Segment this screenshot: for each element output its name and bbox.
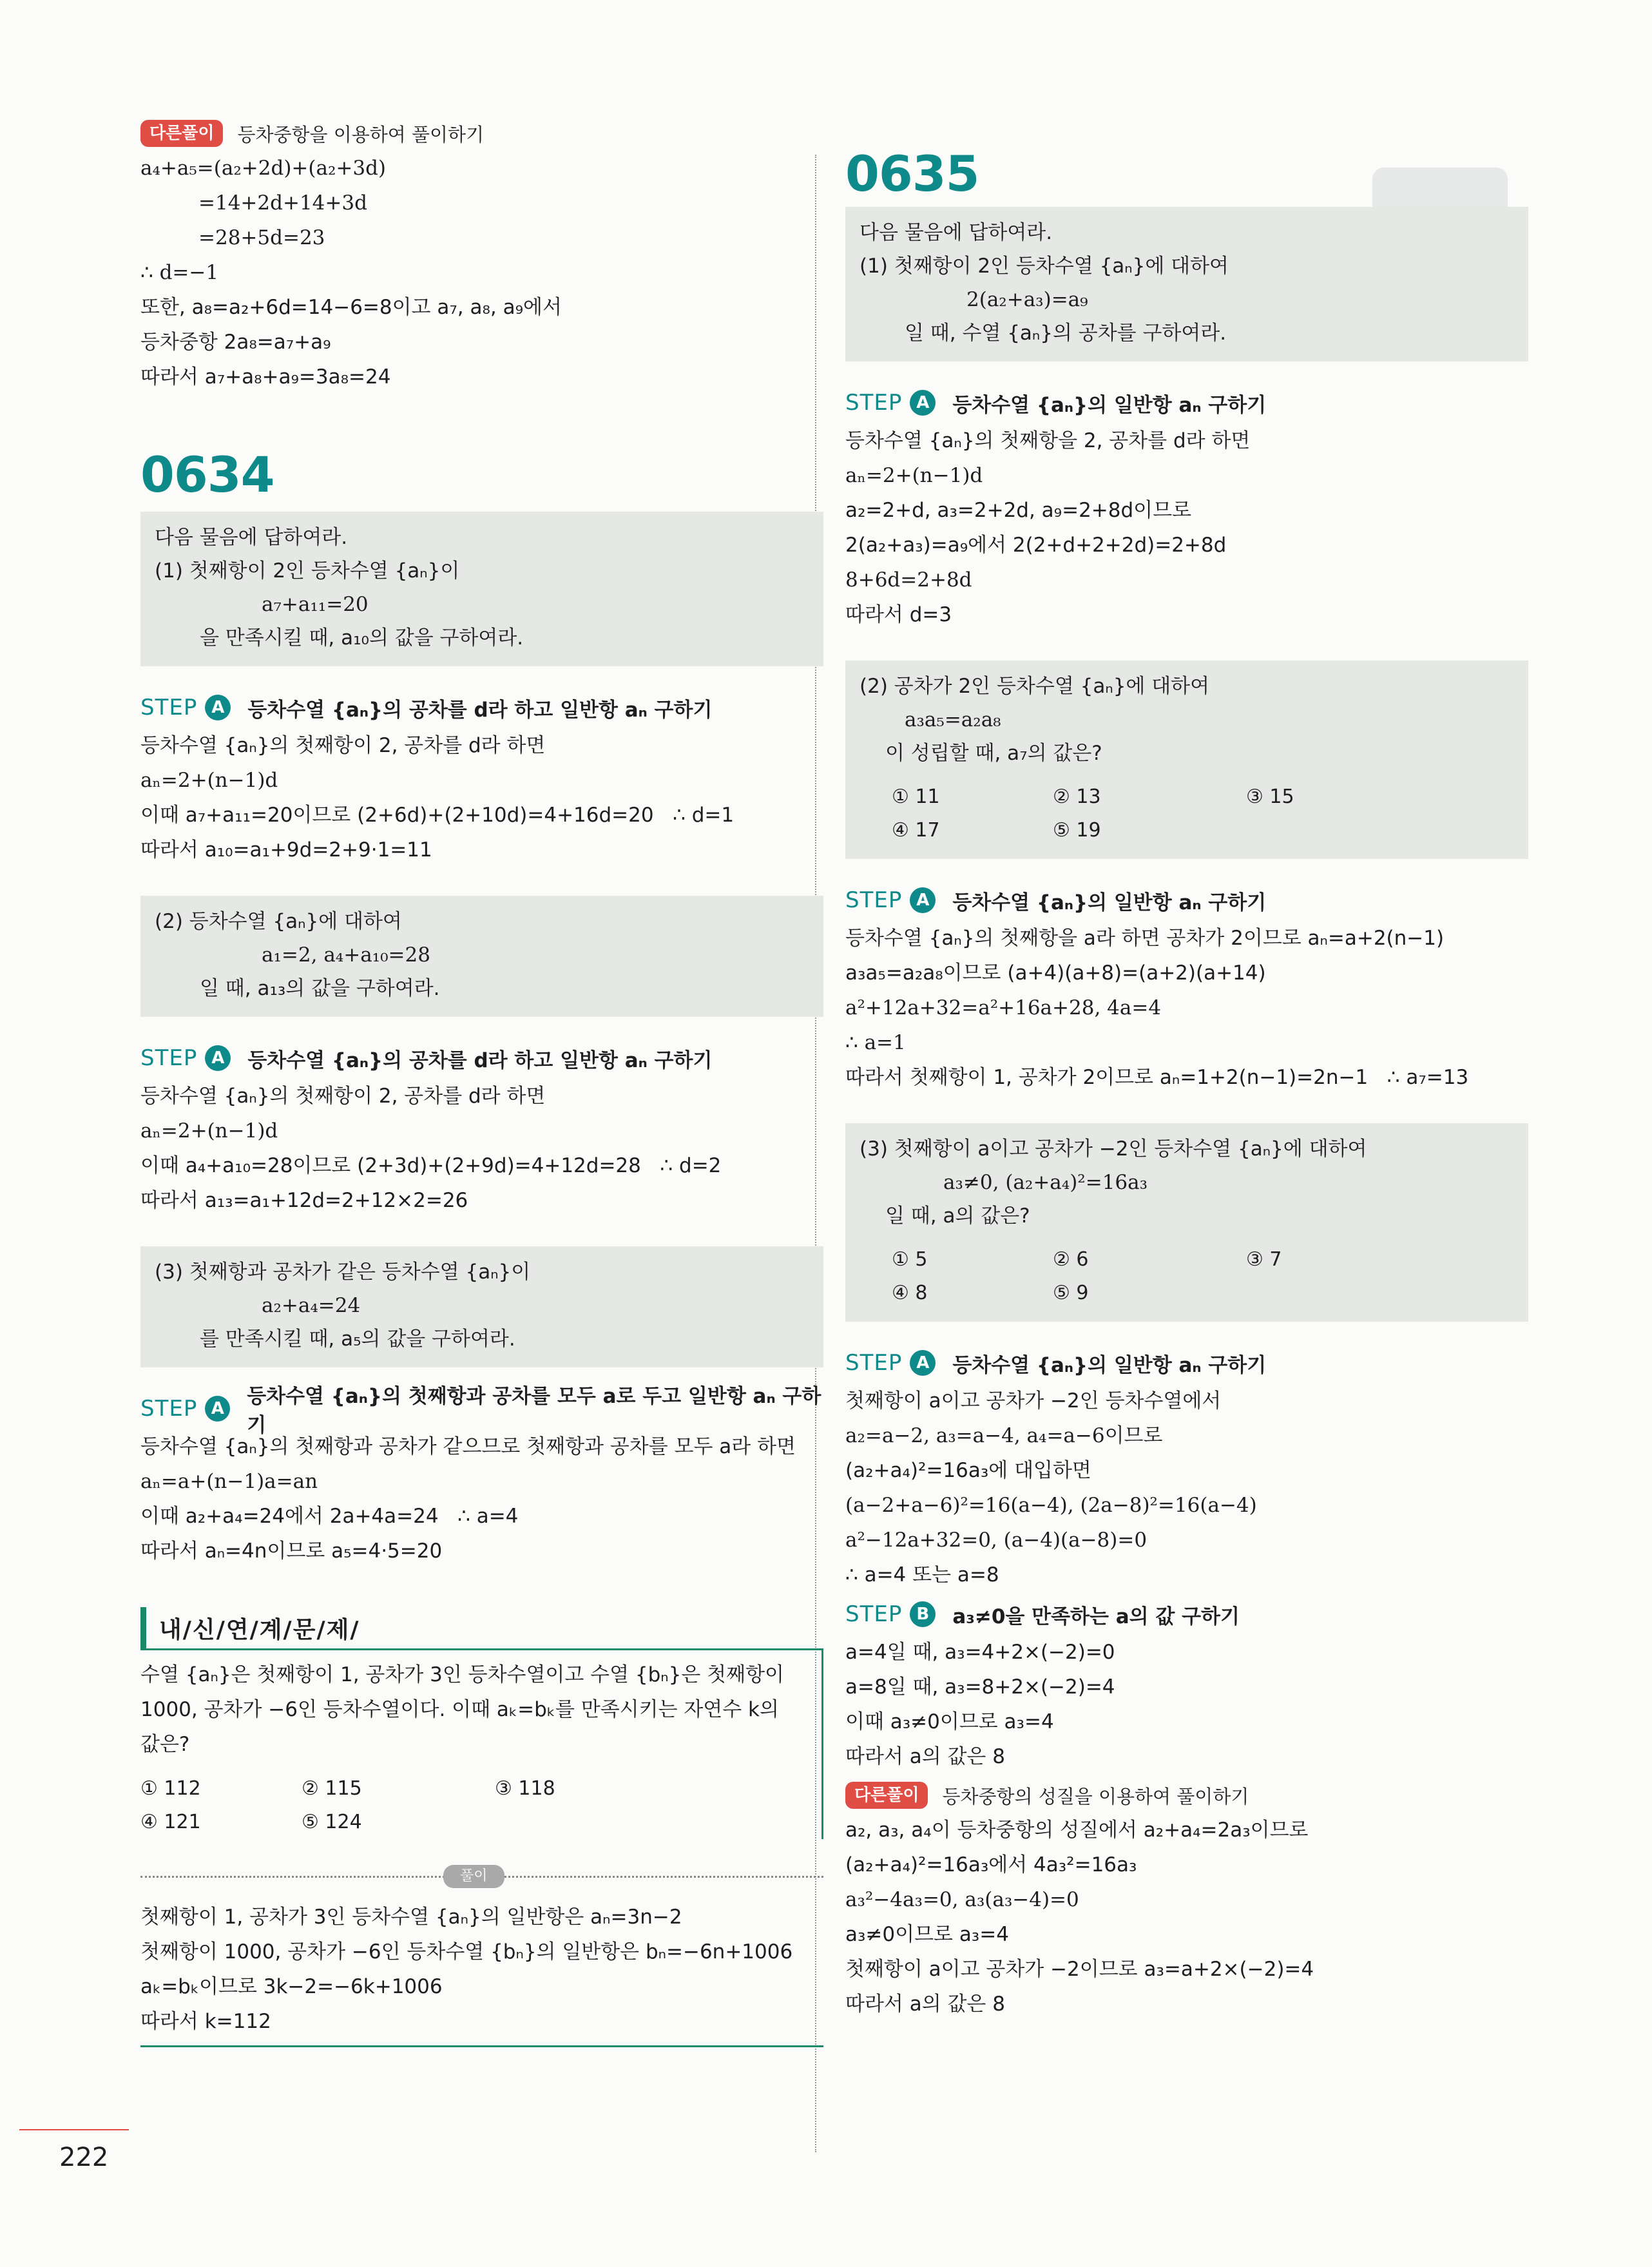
step-label: STEP [140,695,198,720]
solution-line: 따라서 aₙ=4n이므로 a₅=4·5=20 [140,1539,443,1563]
solution-line: 첫째항이 1, 공차가 3인 등차수열 {aₙ}의 일반항은 aₙ=3n−2 [140,1905,682,1929]
related-problem-heading [140,1607,823,1650]
question-line: 다음 물음에 답하여라. [860,221,1053,244]
step-header [845,882,1528,918]
alt-line: 첫째항이 a이고 공차가 −2이므로 a₃=a+2×(−2)=4 [845,1958,1314,1981]
solution-line: aₙ=2+(n−1)d [140,1119,278,1143]
choice: ① 5 [892,1248,928,1271]
step-mark: A [910,887,936,913]
related-solution [140,1900,823,2047]
solution-line: 따라서 a₁₃=a₁+12d=2+12×2=26 [140,1189,468,1212]
alt-line: a₂, a₃, a₄이 등차중항의 성질에서 a₂+a₄=2a₃이므로 [845,1818,1309,1842]
question-line: 일 때, a의 값은? [885,1204,1030,1228]
choice: ③ 118 [495,1777,555,1800]
question-line: 일 때, a₁₃의 값을 구하여라. [200,977,440,1000]
step-mark: A [205,1396,230,1422]
choice: ④ 121 [140,1811,201,1833]
step-title: 등차수열 {aₙ}의 공차를 d라 하고 일반항 aₙ 구하기 [247,698,713,722]
solution-label: 풀이 [443,1865,504,1888]
solution-divider [140,1864,823,1889]
question-line: (2) 공차가 2인 등차수열 {aₙ}에 대하여 [860,675,1210,698]
question-line: a₃a₅=a₂a₈ [905,708,1001,731]
choice: ② 13 [1053,786,1101,808]
step-mark: B [910,1601,936,1627]
answer-choices [140,1772,821,1839]
question-line: 1000, 공차가 −6인 등차수열이다. 이때 aₖ=bₖ를 만족시키는 자연수 k의 [140,1698,779,1721]
alt-line: 등차중항 2a₈=a₇+a₉ [140,331,331,354]
choice: ③ 7 [1246,1248,1282,1271]
step-title: 등차수열 {aₙ}의 첫째항과 공차를 모두 a로 두고 일반항 aₙ 구하기 [247,1385,821,1437]
solution-line: aₙ=a+(n−1)a=an [140,1470,318,1493]
step-label: STEP [140,1045,198,1071]
alt-line: =14+2d+14+3d [198,191,367,215]
solution-line: 따라서 첫째항이 1, 공차가 2이므로 aₙ=1+2(n−1)=2n−1 ∴ a₇=13 [845,1066,1469,1089]
answer-choices [892,780,1513,847]
solution-line: a=8일 때, a₃=8+2×(−2)=4 [845,1675,1115,1699]
solution-line: a²−12a+32=0, (a−4)(a−8)=0 [845,1529,1148,1552]
solution-line: 등차수열 {aₙ}의 첫째항이 2, 공차를 d라 하면 [140,1085,546,1108]
step-header [140,690,823,726]
alt-solution-title: 등차중항의 성질을 이용하여 풀이하기 [942,1785,1249,1808]
left-column [140,116,823,2047]
solution-line: 이때 a₂+a₄=24에서 2a+4a=24 ∴ a=4 [140,1505,519,1528]
choice: ② 6 [1053,1248,1089,1271]
solution-line: a=4일 때, a₃=4+2×(−2)=0 [845,1641,1115,1664]
solution-line: 따라서 a₁₀=a₁+9d=2+9·1=11 [140,838,432,862]
question-line: 값은? [140,1733,190,1756]
step-header [845,1345,1528,1381]
solution-line: ∴ a=1 [845,1031,906,1054]
step-title: 등차수열 {aₙ}의 공차를 d라 하고 일반항 aₙ 구하기 [247,1048,713,1072]
step-title: 등차수열 {aₙ}의 일반항 aₙ 구하기 [952,891,1267,914]
solution-line: a₂=a−2, a₃=a−4, a₄=a−6이므로 [845,1424,1163,1447]
question-box [140,896,823,1017]
alt-line: (a₂+a₄)²=16a₃에서 4a₃²=16a₃ [845,1853,1137,1876]
step-mark: A [910,390,936,416]
solution-line: 이때 a₄+a₁₀=28이므로 (2+3d)+(2+9d)=4+12d=28 ∴ d=2 [140,1154,722,1177]
choice: ③ 15 [1246,786,1294,808]
solution-line: ∴ a=4 또는 a=8 [845,1563,999,1587]
alt-line: a₃²−4a₃=0, a₃(a₃−4)=0 [845,1888,1079,1911]
alt-line: 따라서 a의 값은 8 [845,1992,1005,2016]
step-mark: A [205,1045,231,1071]
choice: ② 115 [302,1777,362,1800]
step-header [845,1596,1528,1632]
page-number: 222 [59,2143,109,2172]
solution-line: aₙ=2+(n−1)d [845,464,983,487]
solution-line: a₃a₅=a₂a₈이므로 (a+4)(a+8)=(a+2)(a+14) [845,961,1266,985]
question-box [140,512,823,666]
question-box [845,207,1528,362]
alt-line: a₄+a₅=(a₂+2d)+(a₂+3d) [140,157,387,180]
choice: ⑤ 124 [302,1811,362,1833]
step-label: STEP [845,887,903,913]
solution-line: 등차수열 {aₙ}의 첫째항이 2, 공차를 d라 하면 [140,734,546,757]
question-line: a₂+a₄=24 [262,1294,361,1317]
solution-line: 등차수열 {aₙ}의 첫째항과 공차가 같으므로 첫째항과 공차를 모두 a라 하면 [140,1435,796,1458]
question-line: 이 성립할 때, a₇의 값은? [885,742,1102,765]
step-header [140,1385,823,1437]
choice: ① 11 [892,786,940,808]
solution-line: 따라서 k=112 [140,2010,271,2033]
solution-line: 첫째항이 a이고 공차가 −2인 등차수열에서 [845,1389,1222,1413]
alt-line: ∴ d=−1 [140,261,219,284]
question-line: (1) 첫째항이 2인 등차수열 {aₙ}이 [155,559,460,583]
solution-line: 첫째항이 1000, 공차가 −6인 등차수열 {bₙ}의 일반항은 bₙ=−6n+1006 [140,1940,793,1963]
solution-line: 이때 a₃≠0이므로 a₃=4 [845,1710,1054,1733]
step-title: 등차수열 {aₙ}의 일반항 aₙ 구하기 [952,393,1267,417]
solution-line: 이때 a₇+a₁₁=20이므로 (2+6d)+(2+10d)=4+16d=20 ∴ d=1 [140,804,735,827]
choice: ④ 17 [892,819,940,842]
step-title: a₃≠0을 만족하는 a의 값 구하기 [952,1605,1240,1628]
question-line: (1) 첫째항이 2인 등차수열 {aₙ}에 대하여 [860,255,1229,278]
step-label: STEP [845,1601,903,1627]
solution-line: a²+12a+32=a²+16a+28, 4a=4 [845,996,1162,1019]
solution-line: aₖ=bₖ이므로 3k−2=−6k+1006 [140,1975,443,1998]
problem-number: 0635 [845,145,979,202]
question-line: (2) 등차수열 {aₙ}에 대하여 [155,910,402,933]
step-header [845,385,1528,421]
step-header [140,1040,823,1076]
step-label: STEP [845,390,903,416]
choice: ⑤ 9 [1053,1282,1089,1304]
related-problem-title: 내/신/연/계/문/제/ [159,1616,360,1643]
choice: ① 112 [140,1777,201,1800]
solution-line: 등차수열 {aₙ}의 첫째항을 2, 공차를 d라 하면 [845,429,1251,452]
solution-line: (a₂+a₄)²=16a₃에 대입하면 [845,1459,1091,1482]
step-mark: A [910,1350,936,1376]
question-box [140,1246,823,1367]
problem-number: 0634 [140,446,274,503]
step-mark: A [205,695,231,720]
solution-line: a₂=2+d, a₃=2+2d, a₉=2+8d이므로 [845,499,1192,522]
alt-solution-badge: 다른풀이 [140,120,223,147]
solution-line: 2(a₂+a₃)=a₉에서 2(2+d+2+2d)=2+8d [845,534,1227,557]
question-line: a₇+a₁₁=20 [262,593,369,616]
solution-line: 따라서 d=3 [845,603,952,626]
alt-solution-header [845,1778,1528,1813]
question-box [845,1123,1528,1322]
question-line: 2(a₂+a₃)=a₉ [966,288,1088,311]
step-label: STEP [140,1396,198,1422]
alt-line: =28+5d=23 [198,226,325,249]
question-line: 일 때, 수열 {aₙ}의 공차를 구하여라. [905,322,1227,345]
question-line: (3) 첫째항이 a이고 공차가 −2인 등차수열 {aₙ}에 대하여 [860,1137,1367,1161]
related-problem-body [140,1648,823,1839]
right-column [845,145,1528,2021]
solution-line: aₙ=2+(n−1)d [140,769,278,792]
alt-line: 또한, a₈=a₂+6d=14−6=8이고 a₇, a₈, a₉에서 [140,296,562,319]
alt-solution-header [140,116,823,151]
solution-line: 등차수열 {aₙ}의 첫째항을 a라 하면 공차가 2이므로 aₙ=a+2(n−1) [845,927,1445,950]
question-box [845,661,1528,859]
choice: ⑤ 19 [1053,819,1101,842]
solution-line: 따라서 a의 값은 8 [845,1745,1005,1768]
answer-choices [892,1243,1513,1310]
question-line: 다음 물음에 답하여라. [155,526,348,549]
alt-line: 따라서 a₇+a₈+a₉=3a₈=24 [140,365,391,389]
question-line: (3) 첫째항과 공차가 같은 등차수열 {aₙ}이 [155,1260,531,1284]
solution-line: 8+6d=2+8d [845,568,972,592]
alt-solution-title: 등차중항을 이용하여 풀이하기 [237,123,485,146]
alt-solution-badge: 다른풀이 [845,1782,928,1809]
step-label: STEP [845,1350,903,1376]
question-line: 을 만족시킬 때, a₁₀의 값을 구하여라. [200,626,524,650]
solution-line: (a−2+a−6)²=16(a−4), (2a−8)²=16(a−4) [845,1494,1257,1517]
question-line: a₁=2, a₄+a₁₀=28 [262,943,430,967]
step-title: 등차수열 {aₙ}의 일반항 aₙ 구하기 [952,1353,1267,1377]
question-line: 수열 {aₙ}은 첫째항이 1, 공차가 3인 등차수열이고 수열 {bₙ}은 첫째항이 [140,1663,784,1686]
page-number-rule [19,2129,129,2130]
question-line: a₃≠0, (a₂+a₄)²=16a₃ [943,1171,1148,1194]
choice: ④ 8 [892,1282,928,1304]
alt-line: a₃≠0이므로 a₃=4 [845,1923,1009,1946]
question-line: 를 만족시킬 때, a₅의 값을 구하여라. [200,1327,515,1351]
